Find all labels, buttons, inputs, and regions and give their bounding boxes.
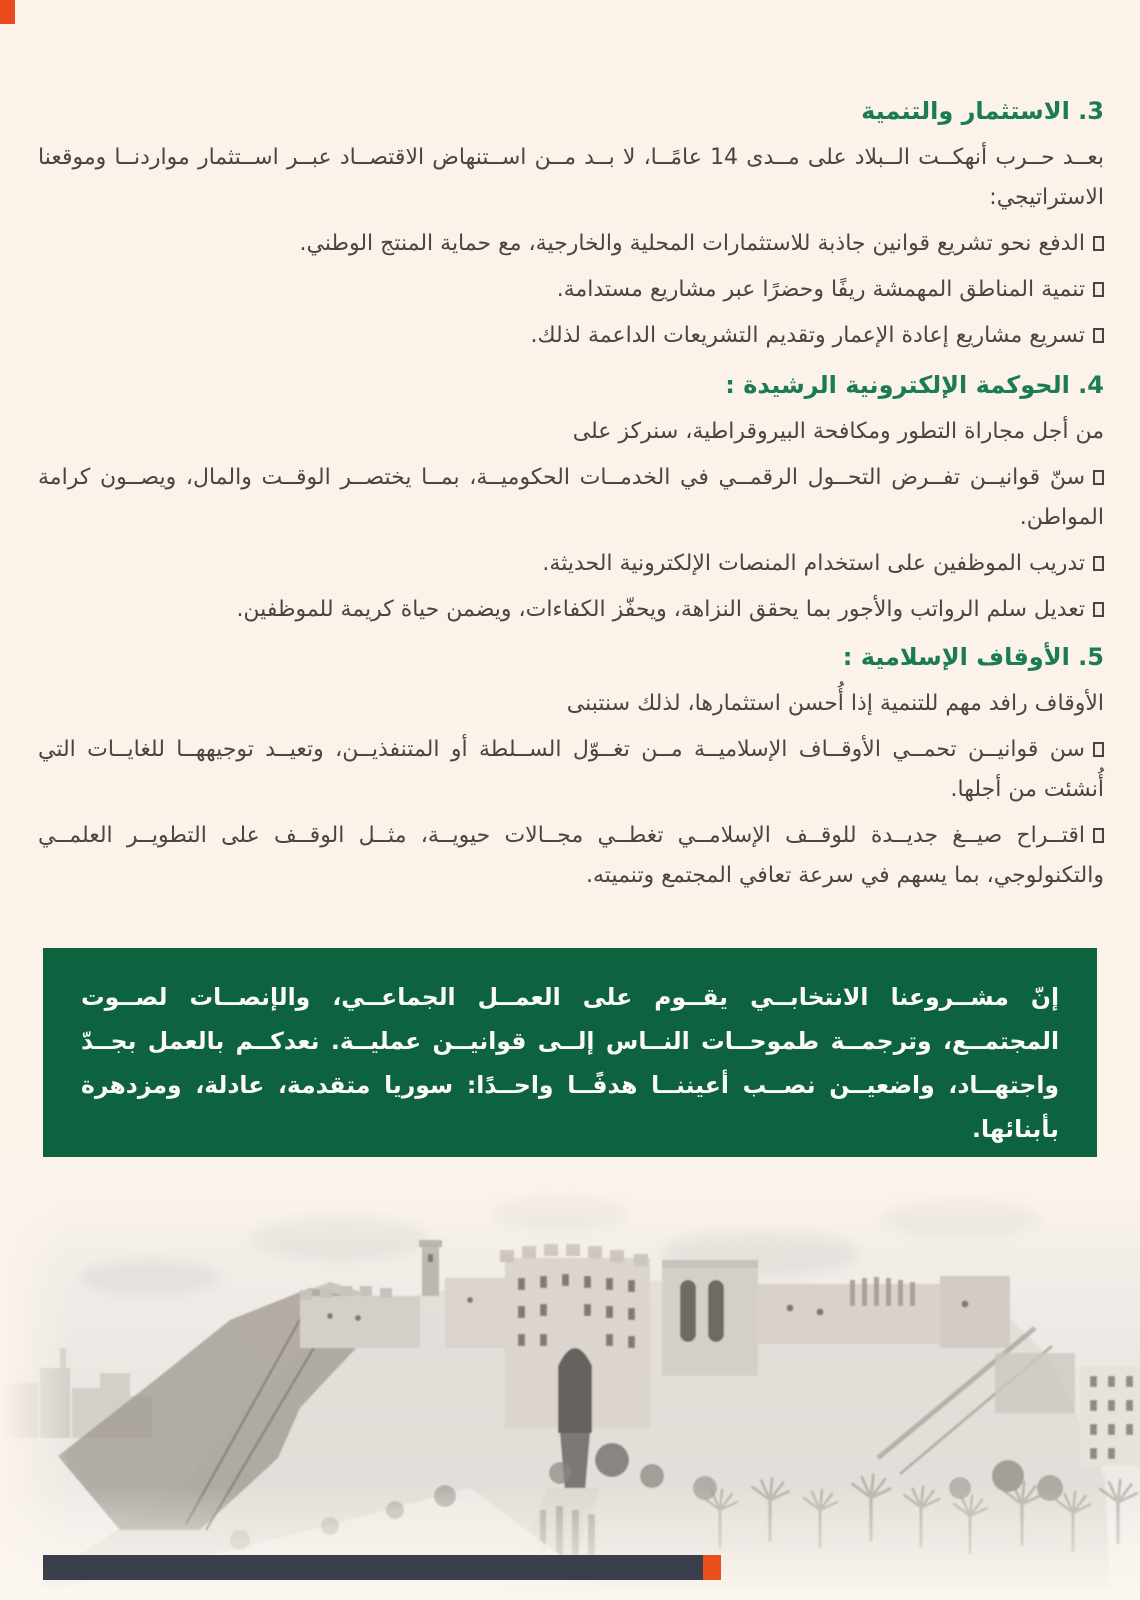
square-bullet-icon — [1093, 742, 1104, 757]
section-intro: بعــد حــرب أنهكــت الــبلاد على مــدى 14 عامًــا، لا بــد مــن اســتنهاض الاقتصــاد عبــر اســتثمار مواردنــا وموقعنا الاستراتيجي: — [38, 145, 1104, 210]
bullet-text: الدفع نحو تشريع قوانين جاذبة للاستثمارات المحلية والخارجية، مع حماية المنتج الوطني. — [299, 231, 1085, 256]
bullet-item — [38, 590, 1104, 630]
bullet-item — [38, 730, 1104, 810]
bullet-item — [38, 458, 1104, 538]
section-title: 5. الأوقاف الإسلامية : — [842, 643, 1104, 671]
bullet-text: سنّ قوانيــن تفــرض التحــول الرقمــي في الخدمــات الحكوميــة، بمــا يختصــر الوقــت والمال، ويصــون كرامة المواطن. — [38, 465, 1104, 530]
bullet-item — [38, 224, 1104, 264]
bullet-text: سن قوانيــن تحمــي الأوقــاف الإسلاميــة مــن تغــوّل الســلطة أو المتنفذيــن، وتعيــد توجيههــا للغايــات التي أُنشئت من أجلها. — [38, 737, 1104, 802]
bullet-text: تدريب الموظفين على استخدام المنصات الإلكترونية الحديثة. — [542, 551, 1085, 576]
bullet-text: تنمية المناطق المهمشة ريفًا وحضرًا عبر مشاريع مستدامة. — [556, 277, 1085, 302]
footer-bar — [43, 1555, 721, 1580]
square-bullet-icon — [1093, 328, 1104, 343]
section-islamic-endowments — [38, 640, 1104, 896]
bullet-item — [38, 544, 1104, 584]
square-bullet-icon — [1093, 470, 1104, 485]
square-bullet-icon — [1093, 282, 1104, 297]
square-bullet-icon — [1093, 828, 1104, 843]
section-title: 4. الحوكمة الإلكترونية الرشيدة : — [725, 371, 1104, 399]
square-bullet-icon — [1093, 602, 1104, 617]
section-intro: الأوقاف رافد مهم للتنمية إذا أُحسن استثمارها، لذلك سنتبنى — [566, 691, 1104, 716]
bullet-item — [38, 316, 1104, 356]
top-left-accent-block — [0, 0, 15, 24]
pledge-text: إنّ مشــروعنا الانتخابــي يقــوم على العمــل الجماعــي، والإنصــات لصــوت المجتمــع، وترجمــة طموحــات النــاس إلــى قوانيــن عمليــة. نعدكــم بالعمل بجــدّ واجتهــاد، واضعيــن نصــب أعيننــا هدفًــا واحــدًا: سوريا متقدمة، عادلة، ومزدهرة بأبنائها. — [81, 983, 1059, 1143]
section-e-governance — [38, 368, 1104, 630]
square-bullet-icon — [1093, 236, 1104, 251]
bullet-text: تسريع مشاريع إعادة الإعمار وتقديم التشريعات الداعمة لذلك. — [530, 323, 1085, 348]
section-investment-development — [38, 94, 1104, 356]
photo-veil — [0, 1158, 1140, 1600]
square-bullet-icon — [1093, 556, 1104, 571]
footer-accent-square — [703, 1555, 721, 1580]
footer-dark-bar — [43, 1555, 703, 1580]
section-title: 3. الاستثمار والتنمية — [861, 97, 1104, 125]
bullet-text: تعديل سلم الرواتب والأجور بما يحقق النزاهة، ويحفّز الكفاءات، ويضمن حياة كريمة للموظفين. — [236, 597, 1085, 622]
section-intro: من أجل مجاراة التطور ومكافحة البيروقراطية، سنركز على — [572, 419, 1104, 444]
bullet-text: اقتــراح صيــغ جديــدة للوقــف الإسلامــي تغطــي مجــالات حيويــة، مثــل الوقــف على التطويــر العلمــي والتكنولوجي، بما يسهم في سرعة تعافي المجتمع وتنميته. — [38, 823, 1104, 888]
bullet-item — [38, 816, 1104, 896]
citadel-photo — [0, 1158, 1140, 1600]
pledge-banner — [43, 948, 1097, 1157]
bullet-item — [38, 270, 1104, 310]
